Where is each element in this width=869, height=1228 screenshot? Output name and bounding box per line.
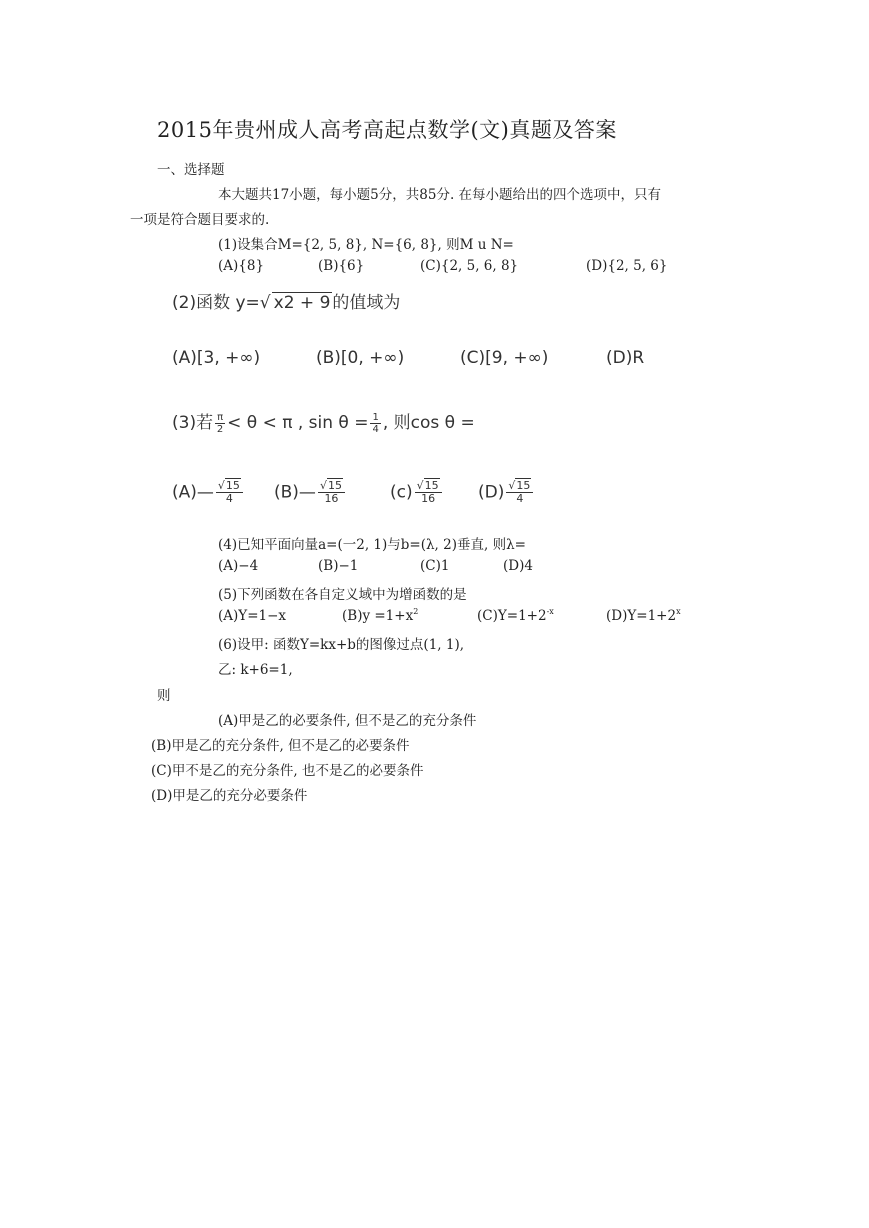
question-4-option-a: (A)−4 (218, 558, 259, 574)
instruction-text-cont: 一项是符合题目要求的. (130, 212, 270, 228)
fraction-1-over-4: $\frac{1}{4}$ (372, 411, 379, 435)
question-2-option-d: (D)R (606, 348, 645, 368)
question-3-stem (172, 408, 475, 435)
sqrt-symbol: √ x2 + 9 (259, 293, 331, 313)
fraction-sqrt15-over-16: $\frac{√15}{16}$ (415, 480, 442, 505)
fraction-sqrt15-over-4: $\frac{√15}{4}$ (216, 480, 243, 505)
question-1-option-a: (A){8} (218, 258, 265, 274)
question-2-option-a: (A)[3, +∞) (172, 348, 261, 368)
question-2-stem (172, 288, 400, 313)
question-5-option-c: $(C)Y=1+2^{-x}$ (477, 607, 554, 624)
question-3-option-c: (c) $\frac{√15}{16}$ (390, 480, 444, 505)
question-6-option-c: (C)甲不是乙的充分条件, 也不是乙的必要条件 (151, 763, 424, 779)
fraction-pi-over-2: $\frac{\pi}{2}$ (216, 411, 224, 435)
question-3-suffix: , 则cos θ = (382, 413, 475, 433)
question-4-option-b: (B)−1 (318, 558, 359, 574)
question-4-stem: (4)已知平面向量a=(一2, 1)与b=(λ, 2)垂直, 则λ= (218, 537, 526, 553)
question-6-option-b: (B)甲是乙的充分条件, 但不是乙的必要条件 (151, 738, 410, 754)
question-5-option-b: $(B)y =1+x^2$ (342, 607, 419, 624)
question-6-option-a: (A)甲是乙的必要条件, 但不是乙的充分条件 (218, 713, 477, 729)
fraction-sqrt15-over-16: $\frac{√15}{16}$ (318, 480, 345, 505)
question-6-line-1: (6)设甲: 函数Y=kx+b的图像过点(1, 1), (218, 637, 465, 653)
question-4-option-c: (C)1 (420, 558, 450, 574)
question-1-stem: (1)设集合M={2, 5, 8}, N={6, 8}, 则M u N= (218, 237, 514, 253)
instruction-text: 本大题共17小题，每小题5分，共85分. 在每小题给出的四个选项中，只有 (218, 187, 662, 203)
question-3-prefix: (3)若 (172, 413, 214, 433)
section-heading: 一、选择题 (157, 162, 225, 178)
question-2-radicand: x2 + 9 (273, 293, 331, 313)
question-3-option-a: (A)— $\frac{√15}{4}$ (172, 480, 245, 505)
question-2-option-c: (C)[9, +∞) (460, 348, 549, 368)
question-5-stem: (5)下列函数在各自定义域中为增函数的是 (218, 587, 467, 603)
question-4-option-d: (D)4 (503, 558, 533, 574)
question-6-option-d: (D)甲是乙的充分必要条件 (151, 788, 308, 804)
question-1-option-c: (C){2, 5, 6, 8} (420, 258, 519, 274)
question-2-prefix: (2)函数 y= (172, 293, 260, 313)
question-3-option-d: (D) $\frac{√15}{4}$ (478, 480, 535, 505)
question-3-option-b: (B)— $\frac{√15}{16}$ (274, 480, 347, 505)
question-2-suffix: 的值域为 (332, 293, 401, 313)
question-6-line-2: 乙: k+6=1, (218, 662, 293, 678)
page-title: 2015年贵州成人高考高起点数学(文)真题及答案 (157, 118, 617, 142)
fraction-sqrt15-over-4: $\frac{√15}{4}$ (506, 480, 533, 505)
question-1-option-b: (B){6} (318, 258, 365, 274)
question-1-option-d: (D){2, 5, 6} (586, 258, 668, 274)
question-5-option-d: $(D)Y=1+2^x$ (606, 607, 681, 624)
question-6-then: 则 (157, 688, 171, 704)
question-5-option-a: (A)Y=1−x (218, 608, 287, 624)
question-2-option-b: (B)[0, +∞) (316, 348, 405, 368)
question-3-mid: < θ < π , sin θ = (227, 413, 369, 433)
